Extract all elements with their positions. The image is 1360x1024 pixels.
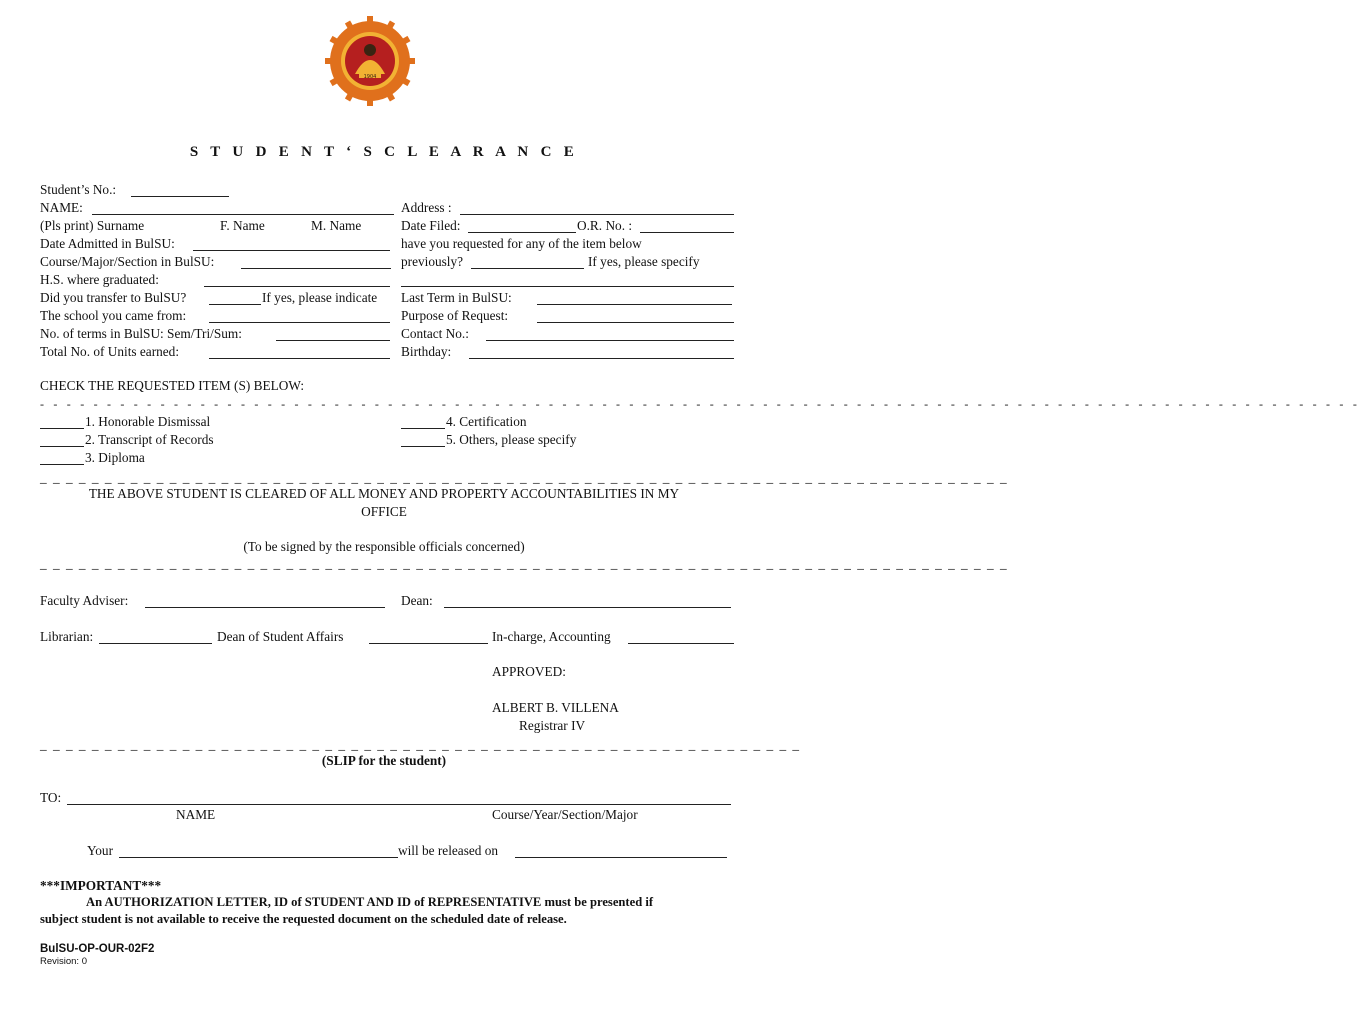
address-field[interactable] (460, 214, 734, 215)
approved-label: APPROVED: (492, 664, 566, 679)
important-line2: subject student is not available to receive the requested document on the scheduled date of release. (40, 912, 567, 926)
dean-sa-signature[interactable] (369, 643, 488, 644)
birthday-field[interactable] (469, 358, 734, 359)
date-admitted-field[interactable] (193, 250, 390, 251)
school-from-label: The school you came from: (40, 308, 187, 323)
name-label: NAME: (40, 200, 83, 215)
item-2-checkline[interactable] (40, 446, 84, 447)
registrar-title: Registrar IV (519, 718, 586, 733)
check-heading: CHECK THE REQUESTED ITEM (S) BELOW: (40, 378, 305, 393)
name-field[interactable] (92, 214, 394, 215)
slip-name-label: NAME (176, 807, 216, 822)
course-field[interactable] (241, 268, 391, 269)
slip-heading: (SLIP for the student) (321, 753, 447, 768)
birthday-label: Birthday: (401, 344, 452, 359)
item-1-checkline[interactable] (40, 428, 84, 429)
slip-released-label: will be released on (398, 843, 499, 858)
faculty-adviser-signature[interactable] (145, 607, 385, 608)
transfer-field[interactable] (209, 304, 261, 305)
school-from-field[interactable] (209, 322, 390, 323)
dean-sa-label: Dean of Student Affairs (217, 629, 344, 644)
or-no-label: O.R. No. : (577, 218, 633, 233)
requested-specify-field[interactable] (401, 286, 734, 287)
slip-your-label: Your (87, 843, 113, 858)
item-3-checkline[interactable] (40, 464, 84, 465)
item-5-checkline[interactable] (401, 446, 445, 447)
slip-to-label: TO: (40, 790, 62, 805)
transfer-suffix: If yes, please indicate (262, 290, 378, 305)
item-4-checkline[interactable] (401, 428, 445, 429)
cleared-line1: THE ABOVE STUDENT IS CLEARED OF ALL MONEY AND PROPERTY ACCOUNTABILITIES IN MY (88, 486, 680, 501)
form-code: BulSU-OP-OUR-02F2 (40, 943, 155, 955)
faculty-adviser-label: Faculty Adviser: (40, 593, 129, 608)
date-filed-label: Date Filed: (401, 218, 461, 233)
dashed-divider: - - - - - - - - - - - - - - - - - - - - - - - - - - - - - - - - - - - - - - - - - - - - - - - - - - - - - - - - - - - - - - - - - - - - - - - - - - - - - - - - - - - - - - - - - - - - - - - - - - - (40, 397, 1360, 411)
last-term-field[interactable] (537, 304, 732, 305)
accounting-label: In-charge, Accounting (492, 629, 611, 644)
important-line1: An AUTHORIZATION LETTER, ID of STUDENT AND ID of REPRESENTATIVE must be presented if (86, 895, 654, 909)
seal-year: 1904 (363, 74, 377, 80)
units-label: Total No. of Units earned: (40, 344, 180, 359)
requested-line3: If yes, please specify (588, 254, 700, 269)
dean-label: Dean: (401, 593, 433, 608)
item-2-label: 2. Transcript of Records (85, 432, 214, 447)
librarian-label: Librarian: (40, 629, 94, 644)
requested-line2: previously? (401, 254, 464, 269)
requested-line1: have you requested for any of the item below (401, 236, 642, 251)
hs-field[interactable] (204, 286, 390, 287)
terms-label: No. of terms in BulSU: Sem/Tri/Sum: (40, 326, 242, 341)
fname-label: F. Name (220, 218, 265, 233)
mname-label: M. Name (311, 218, 362, 233)
slip-document-field[interactable] (119, 857, 398, 858)
section-divider-2: _ _ _ _ _ _ _ _ _ _ _ _ _ _ _ _ _ _ _ _ _ _ _ _ _ _ _ _ _ _ _ _ _ _ _ _ _ _ _ _ _ _ _ _ _ _ _ _ _ _ _ _ _ _ _ _ _ _ _ _ _ _ _ _ _ _ _ _ _ _ _ _ _ _ _ (40, 556, 1009, 571)
terms-field[interactable] (276, 340, 390, 341)
or-no-field[interactable] (640, 232, 734, 233)
librarian-signature[interactable] (99, 643, 212, 644)
accounting-signature[interactable] (628, 643, 734, 644)
important-heading: ***IMPORTANT*** (40, 878, 162, 893)
slip-course-label: Course/Year/Section/Major (492, 807, 638, 822)
university-seal-logo (325, 16, 415, 106)
requested-field[interactable] (471, 268, 584, 269)
contact-field[interactable] (486, 340, 734, 341)
date-filed-field[interactable] (468, 232, 576, 233)
item-4-label: 4. Certification (446, 414, 527, 429)
address-label: Address : (401, 200, 452, 215)
surname-label: (Pls print) Surname (40, 218, 145, 233)
purpose-field[interactable] (537, 322, 734, 323)
last-term-label: Last Term in BulSU: (401, 290, 512, 305)
student-no-field[interactable] (131, 196, 229, 197)
contact-label: Contact No.: (401, 326, 469, 341)
dean-signature[interactable] (444, 607, 731, 608)
section-divider-1: _ _ _ _ _ _ _ _ _ _ _ _ _ _ _ _ _ _ _ _ _ _ _ _ _ _ _ _ _ _ _ _ _ _ _ _ _ _ _ _ _ _ _ _ _ _ _ _ _ _ _ _ _ _ _ _ _ _ _ _ _ _ _ _ _ _ _ _ _ _ _ _ _ _ _ (40, 470, 1009, 485)
item-3-label: 3. Diploma (85, 450, 145, 465)
date-admitted-label: Date Admitted in BulSU: (40, 236, 175, 251)
item-5-label: 5. Others, please specify (446, 432, 577, 447)
slip-to-field[interactable] (67, 804, 731, 805)
registrar-name: ALBERT B. VILLENA (492, 700, 619, 715)
purpose-label: Purpose of Request: (401, 308, 509, 323)
slip-release-date-field[interactable] (515, 857, 727, 858)
cut-line: _ _ _ _ _ _ _ _ _ _ _ _ _ _ _ _ _ _ _ _ _ _ _ _ _ _ _ _ _ _ _ _ _ _ _ _ _ _ _ _ _ _ _ _ _ _ _ _ _ _ _ _ _ _ _ _ _ _ _ (40, 737, 801, 752)
cleared-line2: OFFICE (361, 504, 407, 519)
form-title: S T U D E N T ‘ S C L E A R A N C E (189, 144, 579, 160)
course-label: Course/Major/Section in BulSU: (40, 254, 215, 269)
signed-note: (To be signed by the responsible officials concerned) (243, 539, 525, 554)
units-field[interactable] (209, 358, 390, 359)
transfer-label: Did you transfer to BulSU? (40, 290, 187, 305)
form-revision: Revision: 0 (40, 956, 87, 967)
hs-label: H.S. where graduated: (40, 272, 159, 287)
student-no-label: Student’s No.: (40, 182, 117, 197)
item-1-label: 1. Honorable Dismissal (85, 414, 211, 429)
